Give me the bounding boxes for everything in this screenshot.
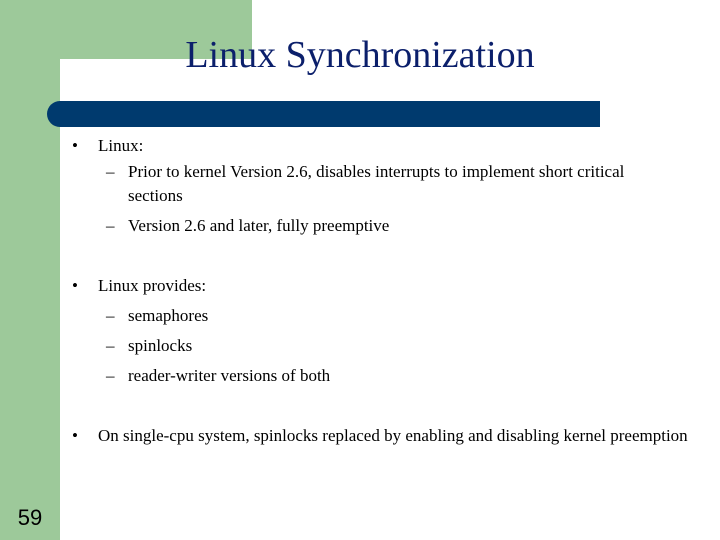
dash-glyph: – [106, 216, 115, 235]
dash-glyph: – [106, 366, 115, 385]
bullet-text: Linux provides: [98, 276, 207, 295]
sub-bullet-text: Version 2.6 and later, fully preemptive [128, 216, 390, 235]
sub-bullet-text: Prior to kernel Version 2.6, disables interrupts to implement short critical sections [128, 162, 625, 205]
slide-title: Linux Synchronization [185, 34, 535, 76]
sub-bullet-item [106, 334, 192, 358]
sub-bullet-item [106, 160, 668, 208]
slide-number: 59 [17, 505, 43, 530]
sub-bullet-text: reader-writer versions of both [128, 366, 331, 385]
bullet-glyph: • [72, 276, 78, 295]
title-underline-bar [47, 101, 600, 127]
left-accent-bar [0, 0, 60, 540]
sub-bullet-text: spinlocks [128, 336, 193, 355]
sub-bullet-item [106, 214, 688, 238]
bullet-glyph: • [72, 426, 78, 445]
dash-glyph: – [106, 306, 115, 325]
bullet-text: Linux: [98, 136, 144, 155]
bullet-text: On single-cpu system, spinlocks replaced by enabling and disabling kernel preemption [98, 426, 688, 445]
bullet-item [72, 134, 143, 158]
bullet-item [72, 424, 708, 448]
bullet-item [72, 274, 206, 298]
dash-glyph: – [106, 336, 115, 355]
sub-bullet-item [106, 304, 208, 328]
bullet-glyph: • [72, 136, 78, 155]
sub-bullet-text: semaphores [128, 306, 209, 325]
sub-bullet-item [106, 364, 330, 388]
dash-glyph: – [106, 162, 115, 181]
